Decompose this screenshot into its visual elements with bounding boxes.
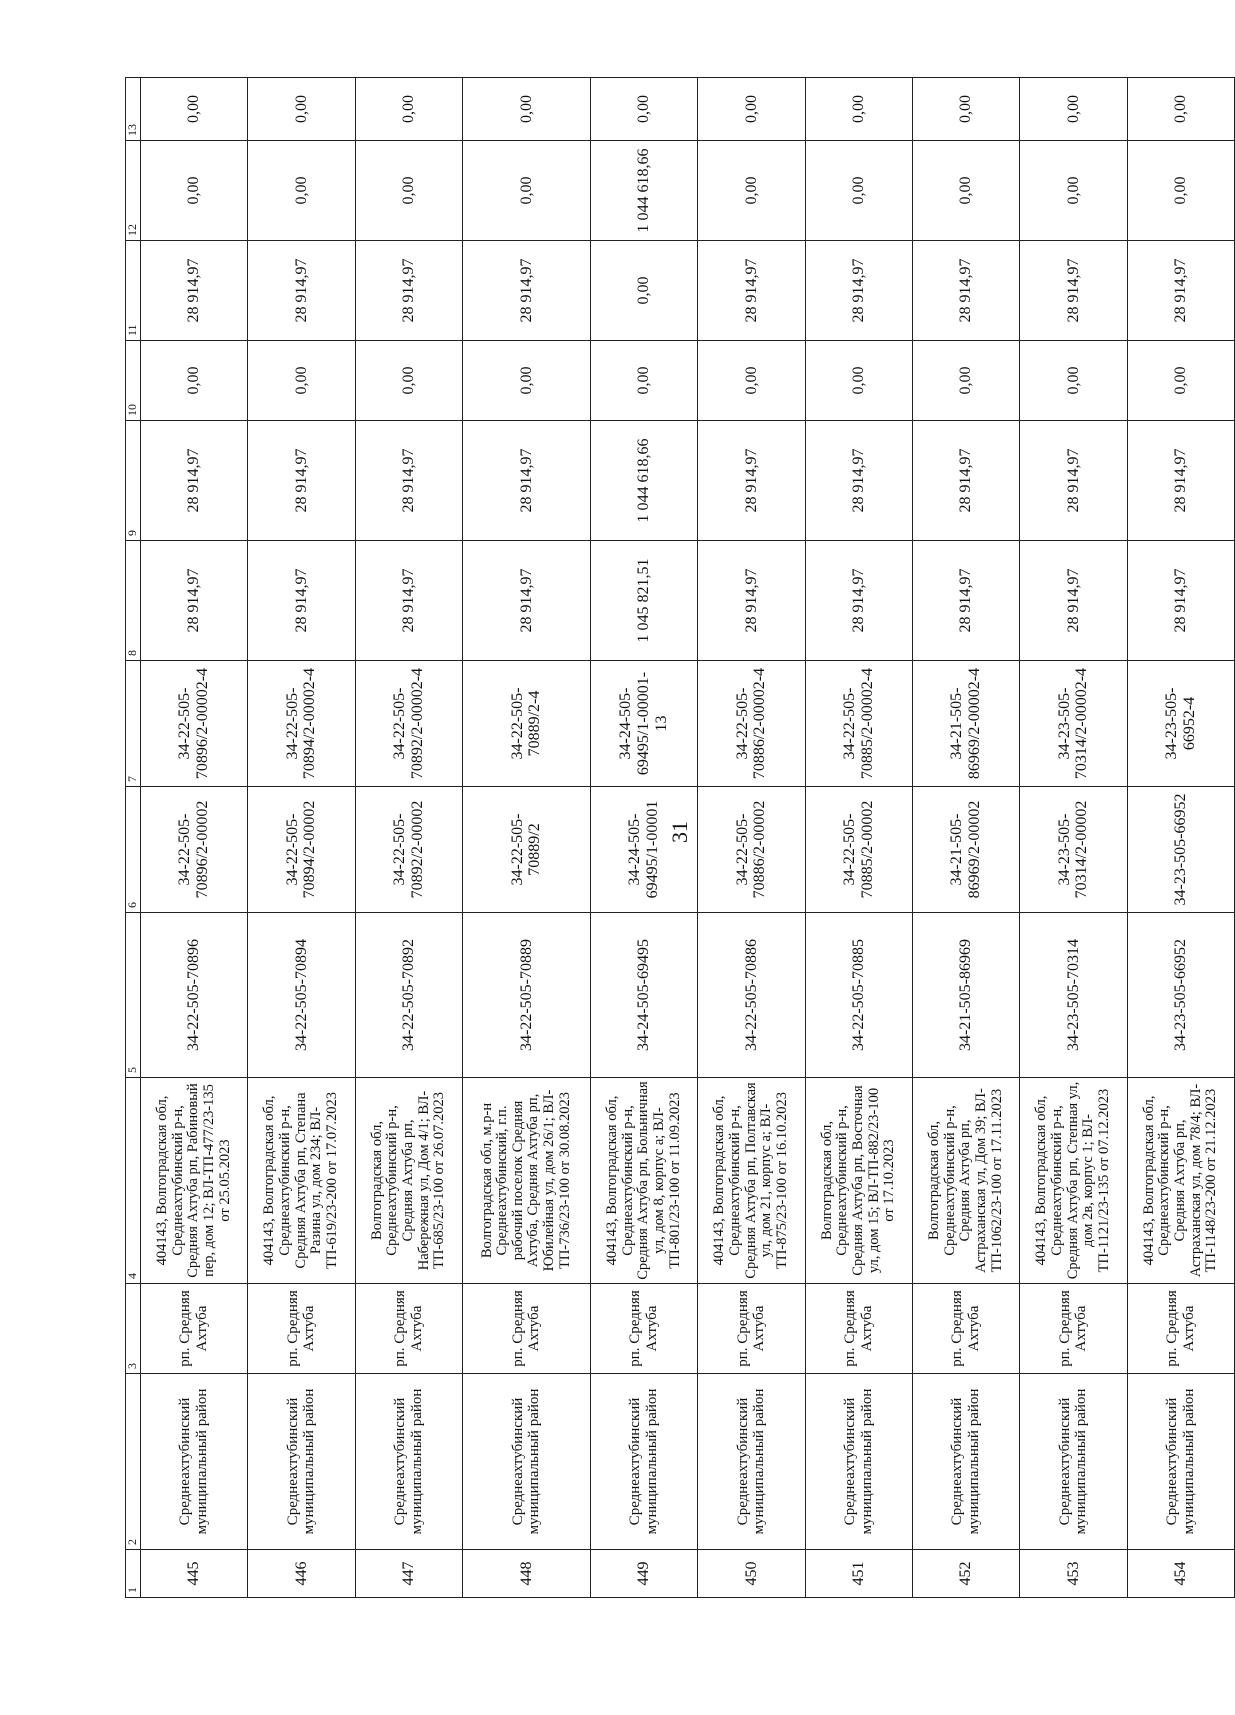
object-code-cell: 34-22-505-70892/2-00002-4 [355,661,462,787]
address-cell: Волгоградская обл, м.р-н Среднеахтубинский, г.п. рабочий поселок Средняя Ахтуба, Средняя Ахтуба рп, Юбилейная ул, дом 26/1; ВЛ-ТП-736/23-100 от 30.08.2023 [462,1078,590,1284]
object-id-cell: 34-21-505-86969/2-00002 [912,787,1019,913]
amount-cell-13: 0,00 [1020,78,1127,141]
settlement-cell: рп. Средняя Ахтуба [141,1284,248,1374]
table-header [126,78,141,1598]
cadastral-number-cell: 34-23-505-66952 [1127,913,1234,1078]
amount-cell-8: 28 914,97 [805,541,912,661]
page-number: 31 [667,821,692,843]
object-code-cell: 34-22-505-70885/2-00002-4 [805,661,912,787]
row-number-cell: 452 [912,1550,1019,1598]
object-id-cell: 34-22-505-70886/2-00002 [698,787,805,913]
object-code-cell: 34-22-505-70889/2-4 [462,661,590,787]
row-number-cell: 445 [141,1550,248,1598]
cadastral-number-cell: 34-22-505-70885 [805,913,912,1078]
table-row [141,78,248,1598]
amount-cell-8: 28 914,97 [141,541,248,661]
amount-cell-12: 0,00 [698,141,805,241]
table-row [698,78,805,1598]
object-id-cell: 34-22-505-70894/2-00002 [248,787,355,913]
address-cell: 404143, Волгоградская обл, Среднеахтубинский р-н, Средняя Ахтуба рп, Больничная ул, дом 8, корпус а; ВЛ-ТП-801/23-100 от 11.09.2023 [590,1078,697,1284]
amount-cell-10: 0,00 [805,341,912,421]
object-id-cell: 34-22-505-70889/2 [462,787,590,913]
column-header-8: 8 [126,541,141,661]
amount-cell-13: 0,00 [912,78,1019,141]
row-number-cell: 450 [698,1550,805,1598]
object-id-cell: 34-23-505-66952 [1127,787,1234,913]
address-cell: Волгоградская обл, Среднеахтубинский р-н, Средняя Ахтуба рп, Восточная ул, дом 15; ВЛ-ТП-882/23-100 от 17.10.2023 [805,1078,912,1284]
column-header-2: 2 [126,1374,141,1550]
table-row [1020,78,1127,1598]
amount-cell-12: 0,00 [248,141,355,241]
settlement-cell: рп. Средняя Ахтуба [698,1284,805,1374]
amount-cell-8: 28 914,97 [462,541,590,661]
settlement-cell: рп. Средняя Ахтуба [805,1284,912,1374]
amount-cell-13: 0,00 [590,78,697,141]
amount-cell-9: 28 914,97 [248,421,355,541]
amount-cell-12: 0,00 [1127,141,1234,241]
amount-cell-8: 28 914,97 [1020,541,1127,661]
amount-cell-8: 28 914,97 [698,541,805,661]
amount-cell-13: 0,00 [698,78,805,141]
object-id-cell: 34-23-505-70314/2-00002 [1020,787,1127,913]
column-header-7: 7 [126,661,141,787]
amount-cell-9: 28 914,97 [805,421,912,541]
amount-cell-9: 28 914,97 [698,421,805,541]
amount-cell-8: 28 914,97 [248,541,355,661]
district-cell: Среднеахтубинский муниципальный район [462,1374,590,1550]
district-cell: Среднеахтубинский муниципальный район [590,1374,697,1550]
address-cell: 404143, Волгоградская обл, Среднеахтубинский р-н, Средняя Ахтуба рп, Астраханская ул, дом 78/4; ВЛ-ТП-1148/23-200 от 21.12.2023 [1127,1078,1234,1284]
address-cell: Волгоградская обл, Среднеахтубинский р-н, Средняя Ахтуба рп, Астраханская ул, Дом 39; ВЛ-ТП-1062/23-100 от 17.11.2023 [912,1078,1019,1284]
cadastral-number-cell: 34-22-505-70889 [462,913,590,1078]
amount-cell-11: 28 914,97 [1020,241,1127,341]
amount-cell-11: 28 914,97 [141,241,248,341]
amount-cell-12: 0,00 [141,141,248,241]
amount-cell-10: 0,00 [1020,341,1127,421]
amount-cell-10: 0,00 [590,341,697,421]
address-cell: Волгоградская обл, Среднеахтубинский р-н, Средняя Ахтуба рп, Набережная ул, Дом 4/1; ВЛ-ТП-685/23-100 от 26.07.2023 [355,1078,462,1284]
object-code-cell: 34-21-505-86969/2-00002-4 [912,661,1019,787]
amount-cell-8: 28 914,97 [355,541,462,661]
row-number-cell: 448 [462,1550,590,1598]
district-cell: Среднеахтубинский муниципальный район [805,1374,912,1550]
amount-cell-9: 28 914,97 [355,421,462,541]
address-cell: 404143, Волгоградская обл, Среднеахтубинский р-н, Средняя Ахтуба рп, Степана Разина ул, дом 234; ВЛ-ТП-619/23-200 от 17.07.2023 [248,1078,355,1284]
amount-cell-8: 28 914,97 [912,541,1019,661]
address-cell: 404143, Волгоградская обл, Среднеахтубинский р-н, Средняя Ахтуба рп, Рабиновый пер, дом 12; ВЛ-ТП-477/23-135 от 25.05.2023 [141,1078,248,1284]
table-row [355,78,462,1598]
row-number-cell: 447 [355,1550,462,1598]
row-number-cell: 454 [1127,1550,1234,1598]
amount-cell-9: 28 914,97 [1020,421,1127,541]
cadastral-number-cell: 34-22-505-70892 [355,913,462,1078]
district-cell: Среднеахтубинский муниципальный район [1127,1374,1234,1550]
object-code-cell: 34-23-505-66952-4 [1127,661,1234,787]
table-row [462,78,590,1598]
column-header-4: 4 [126,1078,141,1284]
district-cell: Среднеахтубинский муниципальный район [248,1374,355,1550]
amount-cell-12: 1 044 618,66 [590,141,697,241]
cadastral-number-cell: 34-24-505-69495 [590,913,697,1078]
amount-cell-13: 0,00 [462,78,590,141]
amount-cell-12: 0,00 [462,141,590,241]
amount-cell-9: 28 914,97 [1127,421,1234,541]
cadastral-number-cell: 34-22-505-70894 [248,913,355,1078]
column-header-13: 13 [126,78,141,141]
settlement-cell: рп. Средняя Ахтуба [355,1284,462,1374]
amount-cell-10: 0,00 [698,341,805,421]
table-container [125,78,1235,1598]
amount-cell-10: 0,00 [462,341,590,421]
amount-cell-13: 0,00 [1127,78,1234,141]
settlement-cell: рп. Средняя Ахтуба [912,1284,1019,1374]
object-id-cell: 34-24-505-69495/1-00001 [590,787,697,913]
amount-cell-10: 0,00 [248,341,355,421]
cadastral-number-cell: 34-21-505-86969 [912,913,1019,1078]
amount-cell-10: 0,00 [141,341,248,421]
amount-cell-11: 28 914,97 [462,241,590,341]
object-id-cell: 34-22-505-70892/2-00002 [355,787,462,913]
amount-cell-8: 1 045 821,51 [590,541,697,661]
district-cell: Среднеахтубинский муниципальный район [912,1374,1019,1550]
amount-cell-11: 28 914,97 [248,241,355,341]
amount-cell-8: 28 914,97 [1127,541,1234,661]
table-row [1127,78,1234,1598]
row-number-cell: 449 [590,1550,697,1598]
object-code-cell: 34-22-505-70894/2-00002-4 [248,661,355,787]
row-number-cell: 453 [1020,1550,1127,1598]
district-cell: Среднеахтубинский муниципальный район [1020,1374,1127,1550]
amount-cell-9: 28 914,97 [141,421,248,541]
amount-cell-11: 28 914,97 [698,241,805,341]
column-header-3: 3 [126,1284,141,1374]
column-header-5: 5 [126,913,141,1078]
amount-cell-11: 28 914,97 [912,241,1019,341]
settlement-cell: рп. Средняя Ахтуба [590,1284,697,1374]
rotated-table-frame [125,78,1235,1598]
amount-cell-12: 0,00 [355,141,462,241]
object-code-cell: 34-24-505-69495/1-00001-13 [590,661,697,787]
column-header-12: 12 [126,141,141,241]
settlement-cell: рп. Средняя Ахтуба [1127,1284,1234,1374]
settlement-cell: рп. Средняя Ахтуба [248,1284,355,1374]
table-row [912,78,1019,1598]
amount-cell-11: 28 914,97 [1127,241,1234,341]
amount-cell-10: 0,00 [355,341,462,421]
amount-cell-12: 0,00 [1020,141,1127,241]
amount-cell-9: 28 914,97 [462,421,590,541]
object-id-cell: 34-22-505-70885/2-00002 [805,787,912,913]
amount-cell-10: 0,00 [1127,341,1234,421]
object-id-cell: 34-22-505-70896/2-00002 [141,787,248,913]
column-header-10: 10 [126,341,141,421]
row-number-cell: 451 [805,1550,912,1598]
amount-cell-13: 0,00 [248,78,355,141]
district-cell: Среднеахтубинский муниципальный район [141,1374,248,1550]
object-code-cell: 34-22-505-70886/2-00002-4 [698,661,805,787]
amount-cell-11: 28 914,97 [355,241,462,341]
amount-cell-9: 1 044 618,66 [590,421,697,541]
amount-cell-10: 0,00 [912,341,1019,421]
table-row [805,78,912,1598]
table-row [248,78,355,1598]
address-cell: 404143, Волгоградская обл, Среднеахтубинский р-н, Средняя Ахтуба рп, Степная ул, дом 2в, корпус 1; ВЛ-ТП-1121/23-135 от 07.12.2023 [1020,1078,1127,1284]
column-number-row [126,78,141,1598]
amount-cell-13: 0,00 [805,78,912,141]
table-row [590,78,697,1598]
table-body [141,78,1235,1598]
amount-cell-13: 0,00 [141,78,248,141]
amount-cell-9: 28 914,97 [912,421,1019,541]
cadastral-number-cell: 34-22-505-70896 [141,913,248,1078]
district-cell: Среднеахтубинский муниципальный район [698,1374,805,1550]
address-cell: 404143, Волгоградская обл, Среднеахтубинский р-н, Средняя Ахтуба рп, Полтавская ул, дом 21, корпус а; ВЛ-ТП-875/23-100 от 16.10.2023 [698,1078,805,1284]
amount-cell-13: 0,00 [355,78,462,141]
district-cell: Среднеахтубинский муниципальный район [355,1374,462,1550]
column-header-11: 11 [126,241,141,341]
amount-cell-12: 0,00 [912,141,1019,241]
column-header-1: 1 [126,1550,141,1598]
column-header-6: 6 [126,787,141,913]
settlement-cell: рп. Средняя Ахтуба [1020,1284,1127,1374]
cadastral-number-cell: 34-22-505-70886 [698,913,805,1078]
row-number-cell: 446 [248,1550,355,1598]
amount-cell-11: 0,00 [590,241,697,341]
amount-cell-12: 0,00 [805,141,912,241]
object-code-cell: 34-23-505-70314/2-00002-4 [1020,661,1127,787]
column-header-9: 9 [126,421,141,541]
object-code-cell: 34-22-505-70896/2-00002-4 [141,661,248,787]
cadastral-number-cell: 34-23-505-70314 [1020,913,1127,1078]
settlement-cell: рп. Средняя Ахтуба [462,1284,590,1374]
amount-cell-11: 28 914,97 [805,241,912,341]
data-table [125,77,1235,1598]
